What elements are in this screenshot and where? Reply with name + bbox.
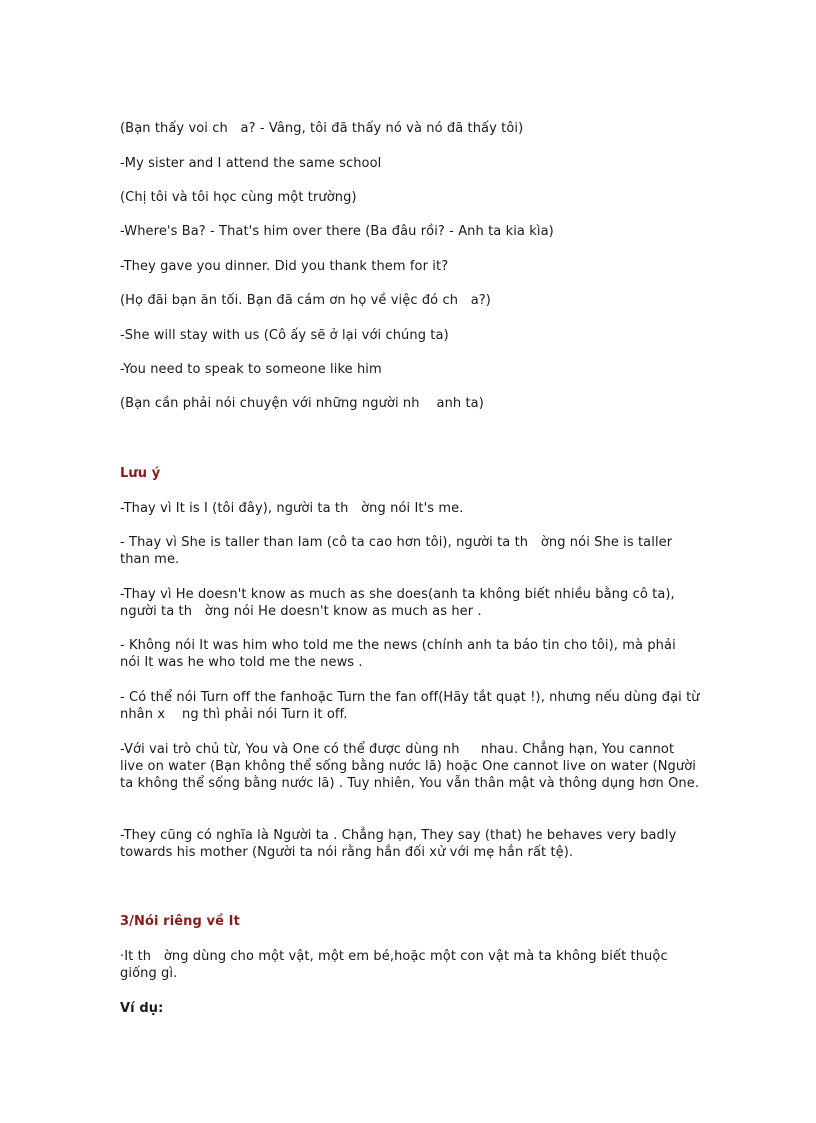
- note-paragraph-2: - Thay vì She is taller than Iam (cô ta cao hơn tôi), người ta th ờng nói She is taller than me.: [120, 535, 677, 567]
- example-line-8: -You need to speak to someone like him: [120, 362, 382, 377]
- example-label: Ví dụ:: [120, 1001, 164, 1016]
- example-line-7: -She will stay with us (Cô ấy sẽ ở lại với chúng ta): [120, 328, 449, 343]
- example-line-1: (Bạn thấy voi ch a? - Vâng, tôi đã thấy nó và nó đã thấy tôi): [120, 121, 524, 136]
- example-line-3: (Chị tôi và tôi học cùng một trường): [120, 190, 357, 205]
- section-heading: 3/Nói riêng về It: [120, 914, 240, 929]
- example-line-6: (Họ đãi bạn ăn tối. Bạn đã cám ơn họ về việc đó ch a?): [120, 293, 491, 308]
- example-line-9: (Bạn cần phải nói chuyện với những người nh anh ta): [120, 396, 484, 411]
- example-line-4: -Where's Ba? - That's him over there (Ba đâu rồi? - Anh ta kia kìa): [120, 224, 554, 239]
- example-line-2: -My sister and I attend the same school: [120, 156, 382, 171]
- note-paragraph-5: - Có thể nói Turn off the fanhoặc Turn the fan off(Hãy tắt quạt !), nhưng nếu dùng đại từ nhân x ng thì phải nói Turn it off.: [120, 690, 704, 722]
- note-heading: Lưu ý: [120, 466, 161, 481]
- section-paragraph: ·It th ờng dùng cho một vật, một em bé,hoặc một con vật mà ta không biết thuộc giống gì.: [120, 949, 672, 981]
- note-paragraph-1: -Thay vì It is I (tôi đây), người ta th ờng nói It's me.: [120, 501, 464, 516]
- note-paragraph-4: - Không nói It was him who told me the news (chính anh ta báo tin cho tôi), mà phải nói It was he who told me the news .: [120, 638, 681, 670]
- note-paragraph-7: -They cũng có nghĩa là Người ta . Chẳng hạn, They say (that) he behaves very badly towards his mother (Người ta nói rằng hắn đối xử với mẹ hắn rất tệ).: [120, 828, 681, 860]
- example-line-5: -They gave you dinner. Did you thank them for it?: [120, 259, 449, 274]
- note-paragraph-6: -Với vai trò chủ từ, You và One có thể được dùng nh nhau. Chẳng hạn, You cannot live on water (Bạn không thể sống bằng nước lã) hoặc One cannot live on water (Người ta không thể sống bằng nước lã) . Tuy nhiên, You vẫn thân mật và thông dụng hơn One.: [120, 742, 701, 791]
- note-paragraph-3: -Thay vì He doesn't know as much as she does(anh ta không biết nhiều bằng cô ta), người ta th ờng nói He doesn't know as much as her .: [120, 587, 680, 619]
